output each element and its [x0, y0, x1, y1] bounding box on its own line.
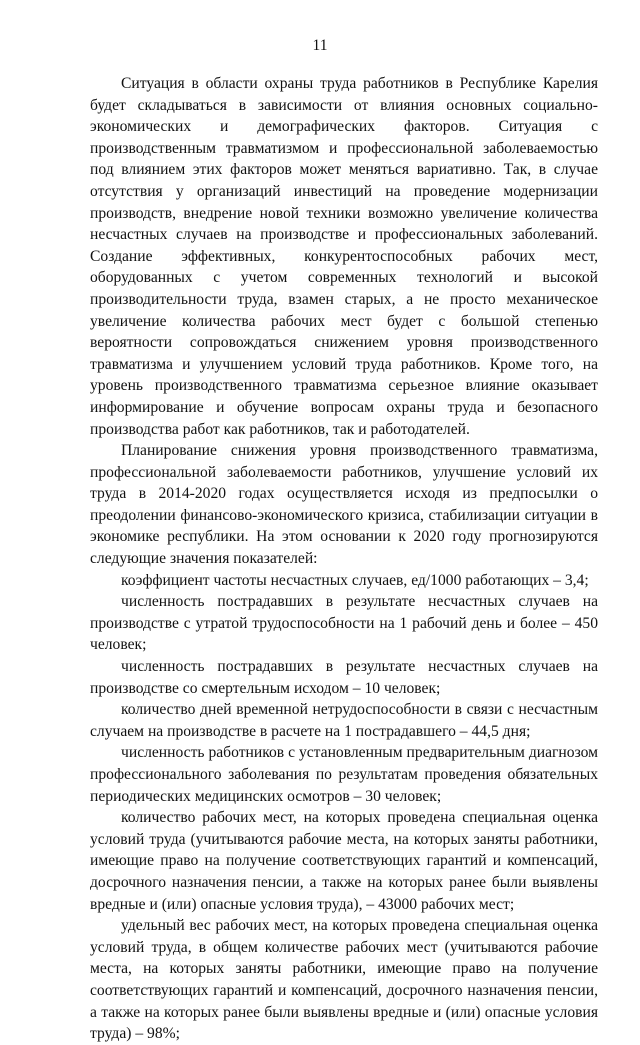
page-number: 11 — [312, 37, 328, 54]
indicator-fatal-injuries: численность пострадавших в результате несчастных случаев на производстве со смертельным исходом – 10 человек; — [90, 658, 598, 697]
indicator-assessed-share: удельный вес рабочих мест, на которых проведена специальная оценка условий труда, в общем количестве рабочих мест (учитываются рабочие места, на которых заняты работники, имеющие право на получение соответствующих гарантий и компенсаций, досрочного назначения пенсии, а также на которых ранее были выявлены вредные и (или) опасные условия труда) – 98%; — [90, 917, 598, 1043]
body-text — [90, 73, 598, 1045]
indicator-accident-frequency: коэффициент частоты несчастных случаев, ед/1000 работающих – 3,4; — [121, 571, 589, 589]
paragraph-planning: Планирование снижения уровня производственного травматизма, профессиональной заболеваемости работников, улучшение условий их труда в 2014-2020 годах осуществляется исходя из предпосылки о преодолении финансово-экономического кризиса, стабилизации ситуации в экономике республики. На этом основании к 2020 году прогнозируются следующие значения показателей: — [90, 442, 598, 568]
indicator-assessed-workplaces: количество рабочих мест, на которых проведена специальная оценка условий труда (учитываются рабочие места, на которых заняты работники, имеющие право на получение соответствующих гарантий и компенсаций, досрочного назначения пенсии, а также на которых ранее были выявлены вредные и (или) опасные условия труда), – 43000 рабочих мест; — [90, 809, 598, 913]
paragraph-situation: Ситуация в области охраны труда работников в Республике Карелия будет складываться в зависимости от влияния основных социально-экономических и демографических факторов. Ситуация с производственным травматизмом и профессиональной заболеваемостью под влиянием этих факторов может меняться вариативно. Так, в случае отсутствия у организаций инвестиций на проведение модернизации производств, внедрение новой техники возможно увеличение количества несчастных случаев на производстве и профессиональных заболеваний. Создание эффективных, конкурентоспособных рабочих мест, оборудованных с учетом современных технологий и высокой производительности труда, взамен старых, а не просто механическое увеличение количества рабочих мест будет с большой степенью вероятности сопровождаться снижением уровня производственного травматизма и улучшением условий труда работников. Кроме того, на уровень производственного травматизма серьезное влияние оказывает информирование и обучение вопросам охраны труда и безопасного производства работ как работников, так и работодателей. — [90, 75, 598, 438]
indicator-disability-days: количество дней временной нетрудоспособности в связи с несчастным случаем на производстве в расчете на 1 пострадавшего – 44,5 дня; — [90, 701, 598, 740]
indicator-injured-disability: численность пострадавших в результате несчастных случаев на производстве с утратой трудоспособности на 1 рабочий день и более – 450 человек; — [90, 593, 598, 654]
indicator-occupational-disease: численность работников с установленным предварительным диагнозом профессионального заболевания по результатам проведения обязательных периодических медицинских осмотров – 30 человек; — [90, 744, 598, 805]
